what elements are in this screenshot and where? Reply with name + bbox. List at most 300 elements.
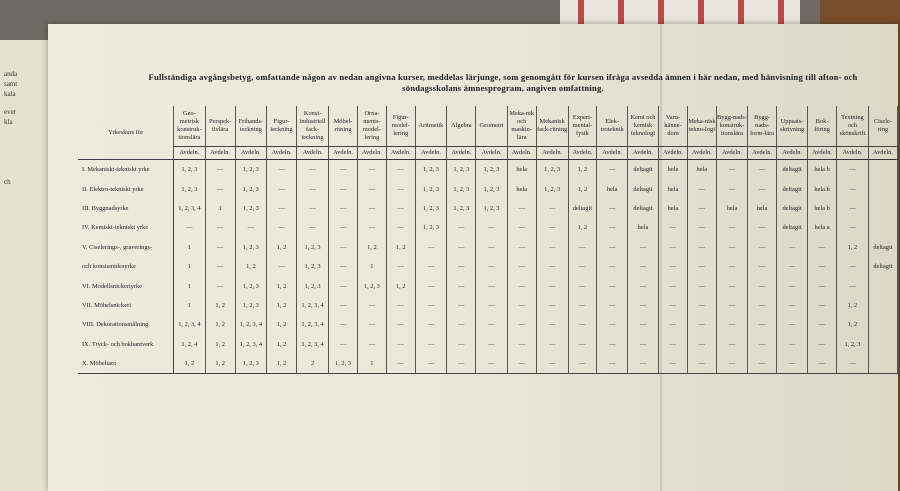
table-cell: 1, 2, 3: [447, 199, 476, 218]
table-cell: —: [627, 257, 658, 276]
table-cell: —: [716, 335, 747, 354]
table-cell: —: [748, 238, 777, 257]
table-cell: —: [329, 276, 358, 295]
table-cell: —: [329, 315, 358, 334]
table-cell: 1, 2: [837, 238, 869, 257]
table-cell: 1, 2, 3: [235, 238, 266, 257]
table-cell: 1, 2, 3: [297, 257, 329, 276]
table-cell: —: [808, 354, 837, 374]
table-cell: —: [507, 354, 536, 374]
table-cell: —: [507, 199, 536, 218]
column-header: Bok-föring: [808, 106, 837, 147]
table-cell: —: [777, 335, 808, 354]
row-label: IV. Kemiskt-tekniskt yrke: [78, 218, 174, 237]
avdeln-subheader: Avdeln.: [868, 147, 897, 160]
table-cell: —: [808, 335, 837, 354]
table-cell: —: [447, 218, 476, 237]
table-cell: hela: [507, 179, 536, 198]
table-cell: —: [476, 218, 507, 237]
table-cell: —: [357, 160, 386, 180]
table-cell: [868, 296, 897, 315]
avdeln-subheader: Avdeln.: [267, 147, 297, 160]
row-label: VII. Möbelsnickeri: [78, 296, 174, 315]
table-cell: —: [386, 199, 415, 218]
table-cell: —: [329, 218, 358, 237]
table-cell: —: [357, 315, 386, 334]
table-cell: —: [507, 257, 536, 276]
table-cell: —: [837, 160, 869, 180]
table-cell: 1, 2, 3: [235, 199, 266, 218]
avdeln-subheader: Avdeln.: [386, 147, 415, 160]
table-cell: —: [597, 218, 628, 237]
table-cell: —: [597, 238, 628, 257]
table-cell: —: [748, 257, 777, 276]
table-cell: hela: [687, 160, 716, 180]
table-cell: —: [476, 315, 507, 334]
table-cell: 1, 2: [568, 218, 597, 237]
table-cell: 1, 2, 3: [357, 276, 386, 295]
table-cell: hela b: [808, 179, 837, 198]
table-cell: —: [415, 354, 447, 374]
table-cell: —: [447, 257, 476, 276]
table-cell: —: [808, 276, 837, 295]
table-cell: [868, 179, 897, 198]
table-cell: —: [415, 276, 447, 295]
table-cell: 1, 2: [837, 296, 869, 315]
column-header: Meka-nik och maskin-lära: [507, 106, 536, 147]
table-cell: —: [687, 315, 716, 334]
table-cell: hela: [748, 199, 777, 218]
avdeln-subheader: Avdeln.: [174, 147, 205, 160]
table-cell: —: [716, 160, 747, 180]
column-header: Perspek-tivlära: [205, 106, 235, 147]
table-cell: 1: [357, 257, 386, 276]
table-cell: hela b: [808, 199, 837, 218]
title-line-1: Fullständiga avgångsbetyg, omfattande någon av nedan angivna kurser, meddelas lärjunge, som genomgått för kursen ifråga avsedda ämnen i här nedan, med hänvisning till afton- och: [148, 72, 858, 82]
avdeln-subheader: Avdeln.: [447, 147, 476, 160]
table-cell: —: [808, 257, 837, 276]
table-cell: 1: [174, 257, 205, 276]
table-cell: 1, 2, 3: [174, 179, 205, 198]
table-cell: 1, 2: [267, 315, 297, 334]
table-cell: —: [748, 315, 777, 334]
avdeln-subheader: Avdeln.: [748, 147, 777, 160]
table-cell: —: [837, 218, 869, 237]
table-cell: 1, 2: [568, 179, 597, 198]
table-cell: 1, 2, 3, 4: [235, 315, 266, 334]
table-cell: —: [205, 218, 235, 237]
table-cell: —: [415, 238, 447, 257]
document-sheet: [48, 24, 898, 491]
table-cell: —: [536, 257, 568, 276]
table-cell: —: [329, 179, 358, 198]
table-cell: —: [447, 238, 476, 257]
table-cell: —: [748, 160, 777, 180]
table-cell: —: [386, 257, 415, 276]
table-cell: —: [716, 179, 747, 198]
table-cell: [868, 276, 897, 295]
table-cell: 1, 2, 3: [415, 218, 447, 237]
table-cell: 1, 2, 3: [235, 160, 266, 180]
table-cell: deltagit: [777, 179, 808, 198]
table-cell: —: [357, 296, 386, 315]
table-cell: 1, 2: [267, 276, 297, 295]
table-cell: —: [627, 315, 658, 334]
table-body: [78, 160, 898, 374]
table-cell: 1, 2: [386, 276, 415, 295]
table-cell: —: [659, 335, 688, 354]
table-cell: 1, 2: [205, 315, 235, 334]
table-cell: hela: [507, 160, 536, 180]
row-label: V. Ciselerings-, graverings-: [78, 238, 174, 257]
table-cell: [868, 354, 897, 374]
table-cell: —: [536, 238, 568, 257]
table-cell: —: [329, 296, 358, 315]
table-cell: 1, 2: [357, 238, 386, 257]
column-header: Elek-troteknik: [597, 106, 628, 147]
table-cell: —: [808, 296, 837, 315]
table-cell: —: [568, 238, 597, 257]
table-cell: —: [476, 354, 507, 374]
table-cell: deltagit: [627, 199, 658, 218]
row-label: I. Mekaniskt-tekniskt yrke: [78, 160, 174, 180]
row-label: och konstsmidesyrke: [78, 257, 174, 276]
table-cell: —: [777, 257, 808, 276]
table-cell: —: [297, 218, 329, 237]
table-cell: —: [568, 354, 597, 374]
table-cell: —: [597, 296, 628, 315]
table-cell: 1, 2: [174, 354, 205, 374]
table-cell: 1, 2, 3: [174, 160, 205, 180]
table-cell: —: [507, 296, 536, 315]
avdeln-subheader: Avdeln.: [536, 147, 568, 160]
table-cell: deltagit: [568, 199, 597, 218]
table-cell: deltagit: [777, 199, 808, 218]
avdeln-subheader: Avdeln.: [808, 147, 837, 160]
table-cell: —: [507, 276, 536, 295]
table-cell: —: [357, 199, 386, 218]
column-header: Möbel-ritning: [329, 106, 358, 147]
corner-header: Yrkeskurs för: [78, 106, 174, 160]
table-cell: hela: [716, 199, 747, 218]
table-cell: —: [536, 218, 568, 237]
table-cell: —: [386, 315, 415, 334]
avdeln-subheader: Avdeln.: [476, 147, 507, 160]
table-cell: 1, 2, 3: [536, 179, 568, 198]
left-page-text: ch: [4, 178, 11, 186]
table-cell: —: [329, 257, 358, 276]
column-header: Uppsats-skrivning: [777, 106, 808, 147]
table-cell: —: [329, 160, 358, 180]
table-cell: —: [687, 238, 716, 257]
table-cell: hela b: [808, 160, 837, 180]
grades-table: [78, 106, 898, 374]
table-cell: —: [297, 179, 329, 198]
table-cell: 1, 2, 3: [415, 160, 447, 180]
table-cell: —: [808, 315, 837, 334]
table-cell: 1, 2: [267, 238, 297, 257]
table-cell: hela: [597, 179, 628, 198]
table-cell: 1, 2, 3: [837, 335, 869, 354]
table-cell: —: [597, 276, 628, 295]
table-cell: —: [748, 179, 777, 198]
table-cell: —: [447, 296, 476, 315]
table-cell: —: [357, 335, 386, 354]
table-cell: —: [777, 238, 808, 257]
table-cell: —: [748, 335, 777, 354]
table-cell: —: [659, 218, 688, 237]
table-cell: deltagit: [868, 257, 897, 276]
table-cell: 1, 2, 3, 4: [235, 335, 266, 354]
table-cell: 1, 2, 3: [235, 179, 266, 198]
avdeln-subheader: Avdeln.: [357, 147, 386, 160]
table-cell: [868, 315, 897, 334]
table-cell: 1, 2, 3, 4: [297, 296, 329, 315]
table-cell: 1: [357, 354, 386, 374]
table-cell: —: [235, 218, 266, 237]
column-header: Bygg-nads-form-lära: [748, 106, 777, 147]
column-header: Varu-känne-dom: [659, 106, 688, 147]
table-cell: —: [597, 315, 628, 334]
table-cell: —: [568, 335, 597, 354]
table-cell: —: [837, 199, 869, 218]
table-cell: —: [386, 218, 415, 237]
table-header-row: [78, 106, 898, 147]
table-cell: —: [205, 179, 235, 198]
table-cell: —: [716, 296, 747, 315]
table-cell: —: [386, 160, 415, 180]
table-cell: hela a: [808, 218, 837, 237]
table-cell: 1, 2, 3: [476, 199, 507, 218]
table-row: [78, 257, 898, 276]
table-row: [78, 335, 898, 354]
column-header: Figur-teckning: [267, 106, 297, 147]
table-cell: —: [329, 335, 358, 354]
avdeln-subheader: Avdeln.: [687, 147, 716, 160]
table-cell: —: [447, 335, 476, 354]
left-page-text: anda: [4, 70, 18, 78]
avdeln-subheader: Avdeln.: [297, 147, 329, 160]
column-header: Aritmetik: [415, 106, 447, 147]
avdeln-subheader: Avdeln.: [716, 147, 747, 160]
table-cell: 1, 2: [235, 257, 266, 276]
table-cell: —: [536, 276, 568, 295]
avdeln-subheader: Avdeln.: [837, 147, 869, 160]
table-cell: —: [205, 257, 235, 276]
row-label: VI. Modellsnickeriyrke: [78, 276, 174, 295]
table-cell: —: [568, 315, 597, 334]
table-row: [78, 276, 898, 295]
table-cell: —: [748, 296, 777, 315]
avdeln-subheader: Avdeln.: [507, 147, 536, 160]
table-cell: —: [597, 199, 628, 218]
table-cell: —: [627, 276, 658, 295]
table-cell: 1, 2, 3: [447, 179, 476, 198]
table-cell: —: [297, 199, 329, 218]
table-cell: —: [476, 296, 507, 315]
table-cell: 1: [174, 238, 205, 257]
table-cell: —: [716, 257, 747, 276]
table-cell: [868, 335, 897, 354]
table-cell: —: [687, 335, 716, 354]
table-cell: —: [716, 238, 747, 257]
table-cell: —: [357, 179, 386, 198]
table-cell: —: [507, 238, 536, 257]
table-cell: —: [716, 354, 747, 374]
table-cell: 1, 2, 3: [415, 199, 447, 218]
table-cell: —: [507, 218, 536, 237]
table-cell: —: [386, 296, 415, 315]
avdeln-subheader: Avdeln.: [415, 147, 447, 160]
table-cell: —: [447, 354, 476, 374]
table-cell: —: [597, 160, 628, 180]
table-cell: 1: [174, 276, 205, 295]
table-cell: —: [687, 257, 716, 276]
table-cell: 1, 2: [386, 238, 415, 257]
table-cell: 1, 2, 3, 4: [297, 335, 329, 354]
table-cell: hela: [659, 179, 688, 198]
column-header: Figur-model-lering: [386, 106, 415, 147]
left-page-text: ever: [4, 108, 17, 116]
table-cell: [868, 160, 897, 180]
table-subheader-row: [78, 147, 898, 160]
table-cell: —: [659, 276, 688, 295]
table-cell: —: [357, 218, 386, 237]
grades-table-wrapper: [78, 106, 898, 374]
table-cell: —: [597, 335, 628, 354]
table-row: [78, 296, 898, 315]
table-cell: 1, 2: [568, 160, 597, 180]
table-cell: 1: [205, 199, 235, 218]
table-cell: —: [716, 315, 747, 334]
table-row: [78, 315, 898, 334]
table-cell: —: [415, 296, 447, 315]
row-label: IX. Tryck- och bokhantverk: [78, 335, 174, 354]
table-cell: —: [568, 296, 597, 315]
table-cell: [868, 199, 897, 218]
row-label: X. Möbeltaro: [78, 354, 174, 374]
table-cell: —: [507, 315, 536, 334]
column-header: Orna-ments-model-lering: [357, 106, 386, 147]
table-cell: 1, 2: [267, 354, 297, 374]
avdeln-subheader: Avdeln.: [659, 147, 688, 160]
column-header: Bygg-nads-konstruk-tionslära: [716, 106, 747, 147]
table-cell: —: [627, 335, 658, 354]
table-cell: —: [568, 257, 597, 276]
table-cell: —: [837, 354, 869, 374]
left-page-text: samt: [4, 80, 18, 88]
table-cell: 1, 2: [205, 296, 235, 315]
table-cell: 1, 2, 3: [536, 160, 568, 180]
avdeln-subheader: Avdeln.: [568, 147, 597, 160]
table-cell: —: [386, 179, 415, 198]
table-cell: deltagit: [627, 160, 658, 180]
table-cell: —: [476, 335, 507, 354]
table-cell: 1, 2, 3: [297, 238, 329, 257]
table-cell: 1, 2, 3: [476, 179, 507, 198]
table-cell: 1, 2, 3: [329, 354, 358, 374]
table-cell: 1, 2, 3: [297, 276, 329, 295]
table-cell: 1, 2, 3, 4: [174, 315, 205, 334]
table-cell: —: [659, 238, 688, 257]
table-cell: —: [415, 315, 447, 334]
avdeln-subheader: Avdeln.: [329, 147, 358, 160]
table-cell: —: [597, 257, 628, 276]
row-label: III. Byggnadsyrke: [78, 199, 174, 218]
table-cell: 1, 2, 3: [415, 179, 447, 198]
table-cell: —: [748, 276, 777, 295]
column-header: Mekanisk fack-ritning: [536, 106, 568, 147]
table-cell: —: [659, 354, 688, 374]
table-cell: 1: [174, 296, 205, 315]
table-cell: —: [687, 179, 716, 198]
table-cell: [868, 218, 897, 237]
table-cell: 1, 2, 3: [447, 160, 476, 180]
document-title: [143, 72, 863, 94]
column-header: Experi-mental-fysik: [568, 106, 597, 147]
table-cell: —: [205, 276, 235, 295]
table-cell: —: [205, 160, 235, 180]
table-cell: 1, 2, 3: [235, 296, 266, 315]
table-cell: 1, 2, 3, 4: [297, 315, 329, 334]
table-cell: 1, 2: [205, 354, 235, 374]
table-cell: —: [777, 354, 808, 374]
column-header: Konst-industriell fack-teckning: [297, 106, 329, 147]
row-label: VIII. Dekorationsmålning: [78, 315, 174, 334]
table-cell: —: [659, 257, 688, 276]
table-cell: —: [687, 276, 716, 295]
table-cell: —: [267, 179, 297, 198]
table-row: [78, 354, 898, 374]
table-cell: —: [536, 354, 568, 374]
table-cell: deltagit: [777, 160, 808, 180]
table-cell: —: [267, 160, 297, 180]
table-cell: —: [837, 179, 869, 198]
column-header: Geometri: [476, 106, 507, 147]
table-cell: —: [476, 257, 507, 276]
column-header: Kemi och kemisk teknologi: [627, 106, 658, 147]
row-label: II. Elektro-tekniskt yrke: [78, 179, 174, 198]
table-cell: 1, 2: [205, 335, 235, 354]
table-cell: 2: [297, 354, 329, 374]
column-header: Meka-nisk tekno-logi: [687, 106, 716, 147]
table-cell: —: [748, 354, 777, 374]
avdeln-subheader: Avdeln.: [597, 147, 628, 160]
table-cell: —: [415, 257, 447, 276]
table-cell: —: [386, 335, 415, 354]
table-cell: 1, 2, 3: [235, 354, 266, 374]
avdeln-subheader: Avdeln.: [235, 147, 266, 160]
table-cell: —: [627, 296, 658, 315]
table-cell: hela: [627, 218, 658, 237]
column-header: Cisele-ring: [868, 106, 897, 147]
table-cell: hela: [659, 199, 688, 218]
table-cell: —: [687, 218, 716, 237]
table-cell: —: [536, 315, 568, 334]
table-cell: —: [716, 218, 747, 237]
table-cell: —: [329, 199, 358, 218]
table-cell: —: [687, 296, 716, 315]
column-header: Geo-metrisk konstruk-tionslära: [174, 106, 205, 147]
table-cell: —: [777, 296, 808, 315]
avdeln-subheader: Avdeln.: [777, 147, 808, 160]
table-cell: 1, 2: [267, 296, 297, 315]
table-row: [78, 218, 898, 237]
column-header: Algebra: [447, 106, 476, 147]
table-cell: —: [837, 257, 869, 276]
table-cell: —: [205, 238, 235, 257]
table-cell: —: [267, 218, 297, 237]
